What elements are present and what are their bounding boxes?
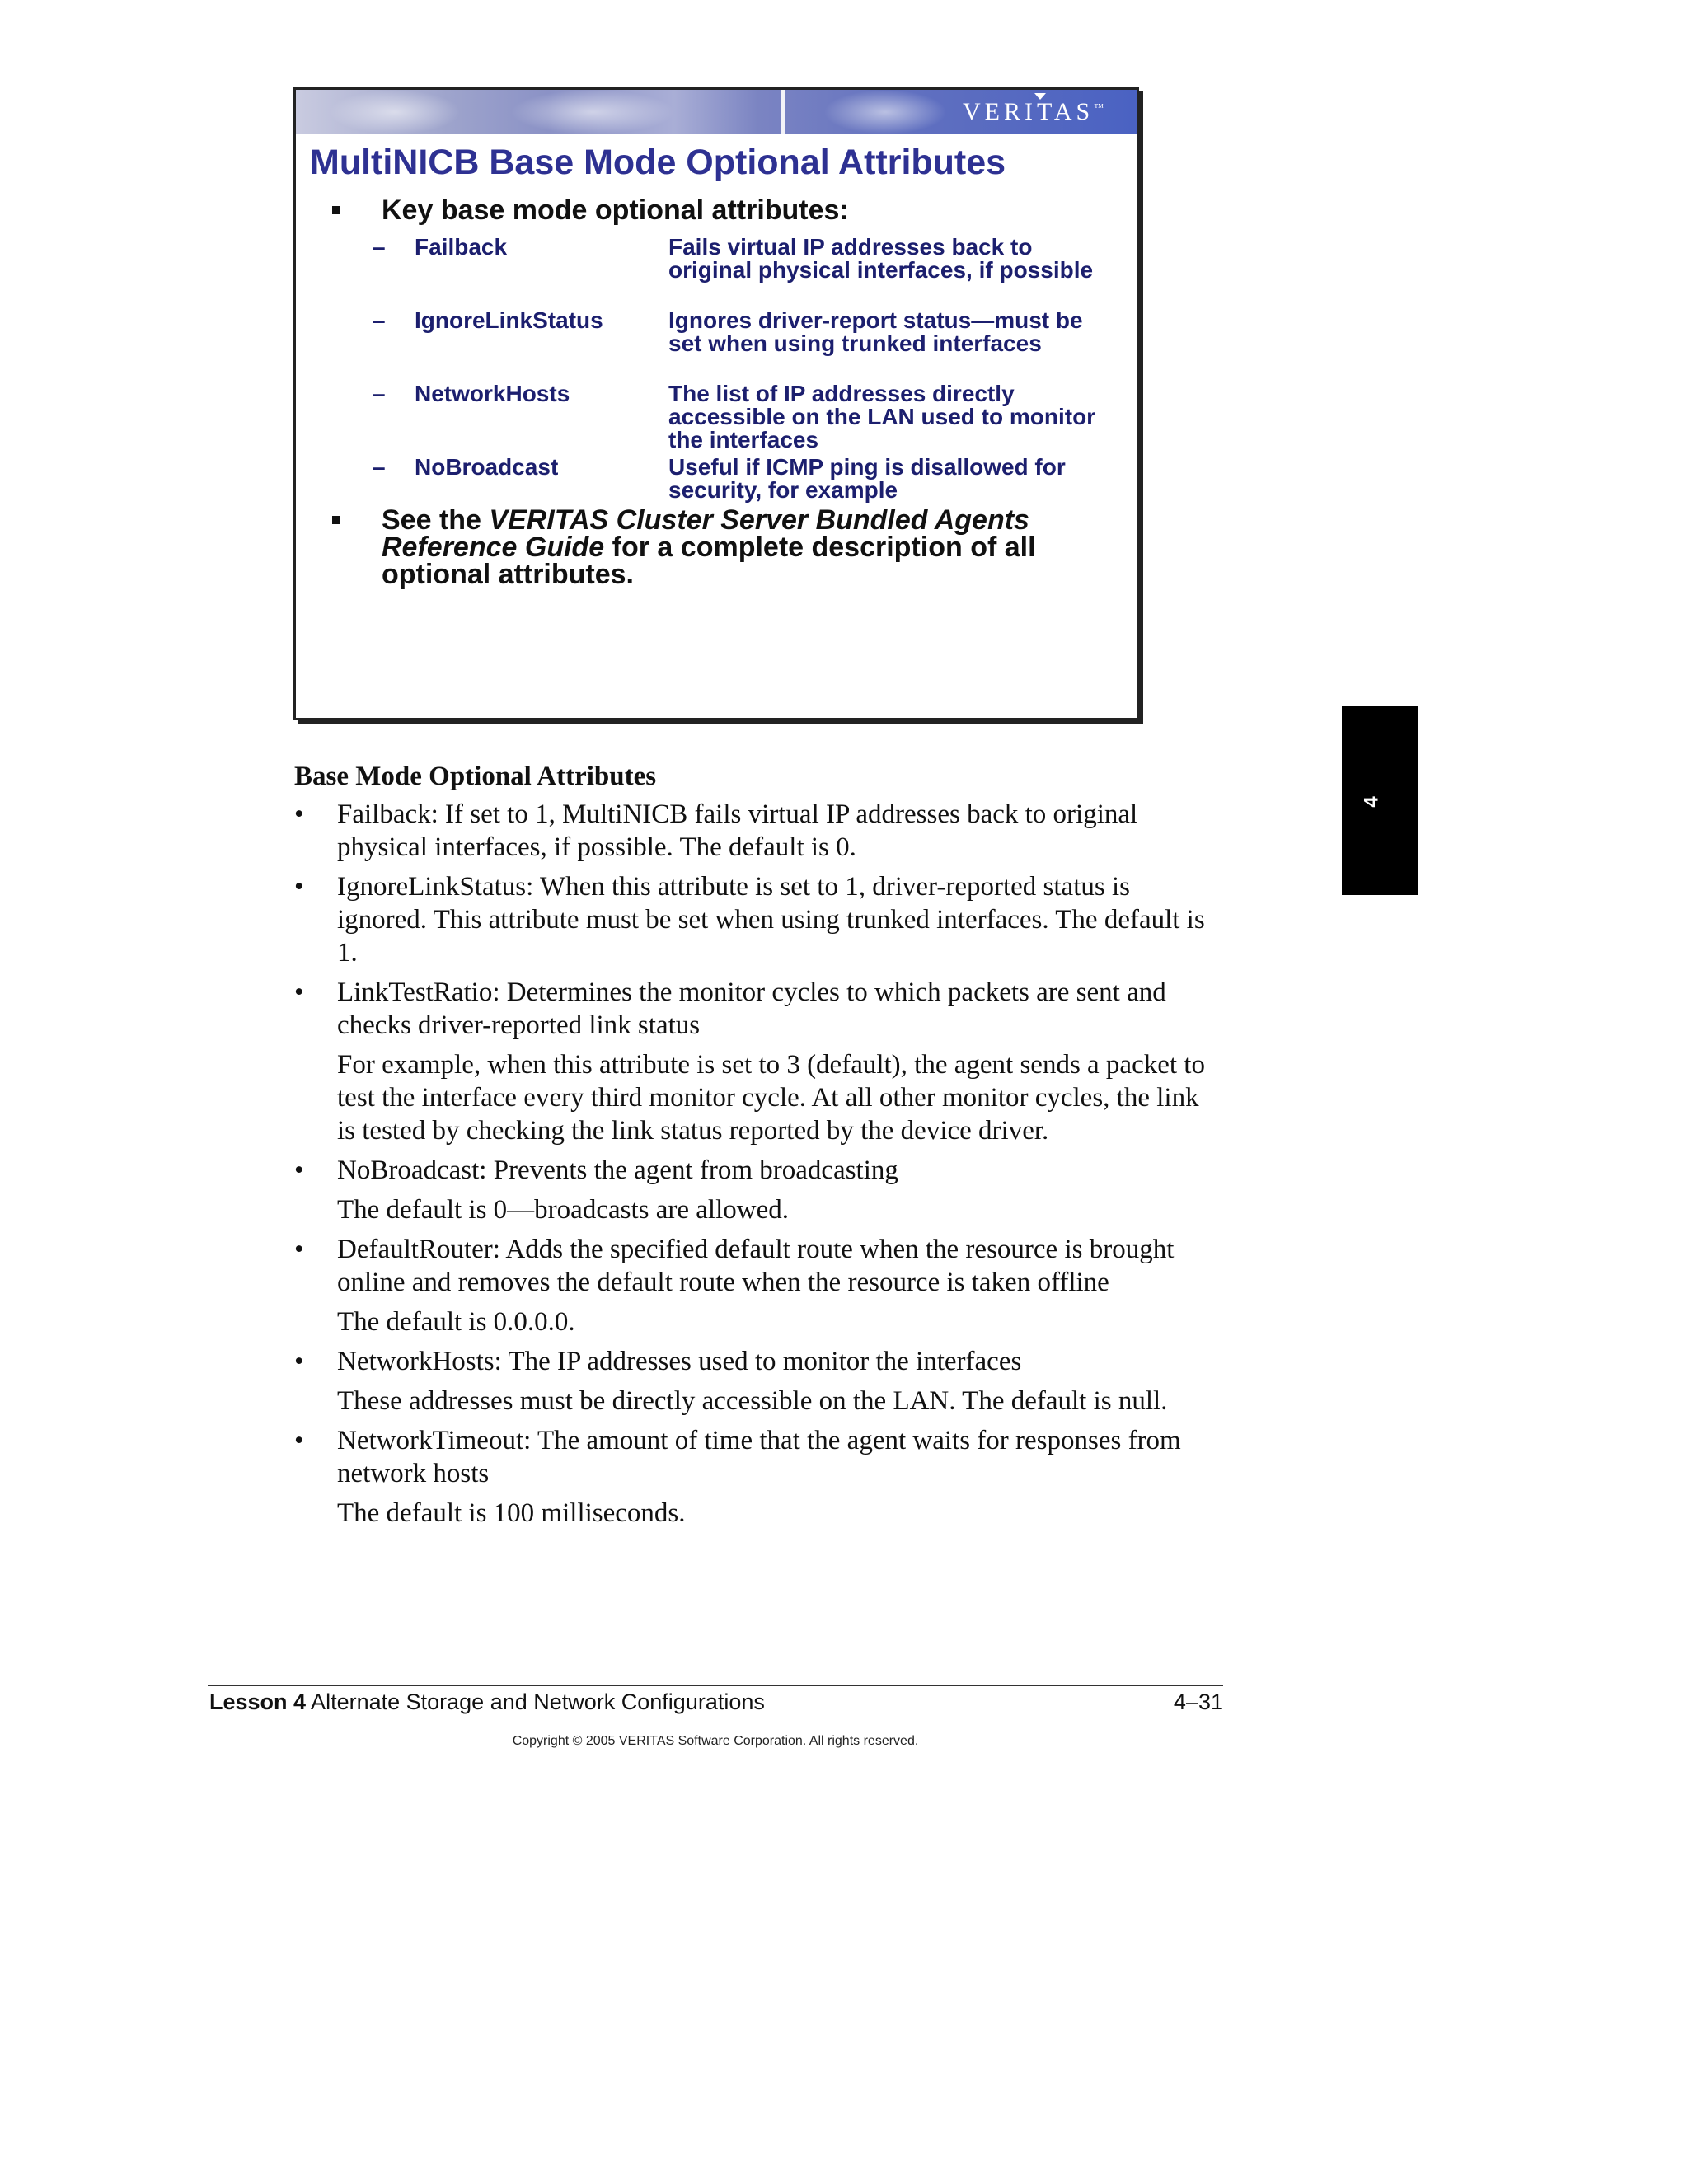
section-heading: Base Mode Optional Attributes (294, 762, 657, 791)
veritas-logo: VERITAS™ (962, 98, 1104, 125)
list-item: • NoBroadcast: Prevents the agent from broadcasting The default is 0—broadcasts are allowed. (294, 1154, 1217, 1226)
dash-icon: – (373, 454, 386, 480)
list-item-note: The default is 0.0.0.0. (337, 1307, 575, 1337)
list-item-note: The default is 0—broadcasts are allowed. (337, 1195, 789, 1225)
attribute-description: Ignores driver-report status—must be set when using trunked interfaces (668, 307, 1083, 356)
attribute-description: The list of IP addresses directly accessible on the LAN used to monitor the interfaces (668, 381, 1096, 452)
chapter-tab (1342, 706, 1418, 895)
attribute-description: Useful if ICMP ping is disallowed for security, for example (668, 454, 1066, 503)
page-number: 4–31 (1173, 1690, 1223, 1714)
list-item: • LinkTestRatio: Determines the monitor cycles to which packets are sent and checks driver-reported link status For example, when this attribute is set to 3 (default), the agent sends a packet to test the interface every third monitor cycle. At all other monitor cycles, the link is tested by checking the link status reported by the device driver. (294, 976, 1217, 1147)
slide-image: VERITAS™ MultiNICB Base Mode Optional Attributes Key base mode optional attributes: – Failback Fails virtual IP addresses back to original physical interfaces, if possible – IgnoreLinkStatus Ignores driver-report status—must be set when using trunked interfaces – NetworkHosts The list of IP addresses directly accessible on the LAN used to monitor the interfaces – NoBroadcast Useful if ICMP ping is disallowed for security, for example See the VERITAS Cluster Server Bundled Agents Reference Guide for a complete description of all optional attributes. (293, 87, 1139, 720)
list-item-note: The default is 100 milliseconds. (337, 1498, 686, 1528)
list-item: • Failback: If set to 1, MultiNICB fails virtual IP addresses back to original physical interfaces, if possible. The default is 0. (294, 798, 1217, 864)
square-bullet-icon (332, 516, 340, 524)
attribute-name: IgnoreLinkStatus (415, 307, 603, 333)
square-bullet-icon (332, 206, 340, 214)
copyright-notice: Copyright © 2005 VERITAS Software Corporation. All rights reserved. (512, 1734, 919, 1748)
banner-graphic (823, 90, 947, 134)
slide-banner (296, 90, 1137, 134)
footer-divider (208, 1685, 1223, 1686)
attribute-name: NetworkHosts (415, 381, 570, 406)
slide-title: MultiNICB Base Mode Optional Attributes (310, 143, 1006, 182)
list-item: • NetworkTimeout: The amount of time that the agent waits for responses from network hosts The default is 100 milliseconds. (294, 1424, 1217, 1530)
dash-icon: – (373, 381, 386, 406)
list-item: • IgnoreLinkStatus: When this attribute is set to 1, driver-reported status is ignored. This attribute must be set when using trunked interfaces. The default is 1. (294, 870, 1217, 969)
dash-icon: – (373, 307, 386, 333)
banner-divider (781, 90, 785, 134)
attribute-name: NoBroadcast (415, 454, 559, 480)
chapter-tab-number: 4 (1360, 796, 1383, 808)
banner-graphic (510, 90, 675, 134)
banner-graphic (329, 90, 461, 134)
attribute-description: Fails virtual IP addresses back to original physical interfaces, if possible (668, 234, 1094, 283)
attribute-list (294, 798, 1217, 1536)
list-item: • NetworkHosts: The IP addresses used to monitor the interfaces These addresses must be directly accessible on the LAN. The default is null. (294, 1345, 1217, 1418)
list-item-note: For example, when this attribute is set to 3 (default), the agent sends a packet to test the interface every third monitor cycle. At all other monitor cycles, the link is tested by checking the link status reported by the device driver. (337, 1050, 1205, 1146)
list-item-note: These addresses must be directly accessible on the LAN. The default is null. (337, 1386, 1168, 1416)
dash-icon: – (373, 234, 386, 260)
list-item: • DefaultRouter: Adds the specified default route when the resource is brought online and removes the default route when the resource is taken offline The default is 0.0.0.0. (294, 1233, 1217, 1338)
attribute-name: Failback (415, 234, 508, 260)
footer-lesson: Lesson 4 Alternate Storage and Network Configurations (209, 1690, 765, 1714)
